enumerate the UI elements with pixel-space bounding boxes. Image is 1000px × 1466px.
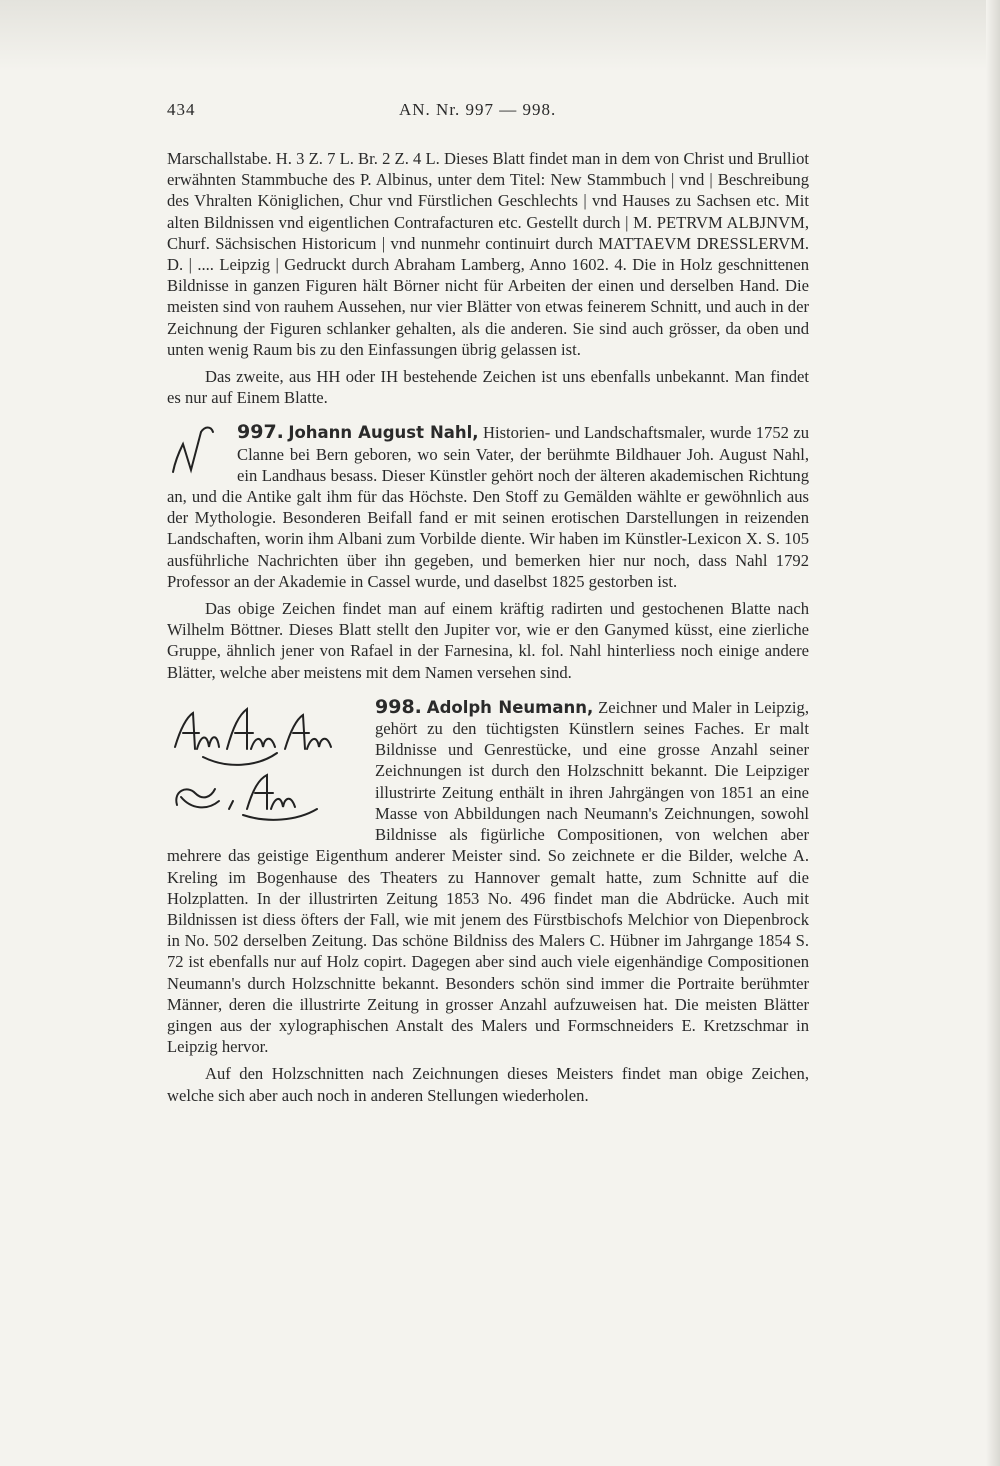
page-edge-right: [986, 0, 1000, 1466]
entry-997-head: [167, 422, 809, 592]
entry-998-text: Zeichner und Maler in Leipzig, gehört zu den tüchtigsten Künstlern seines Faches. Er malt Bildnisse und Genrestücke, und eine grosse Anzahl seiner Zeichnungen ist durch den Holzschnitt bekannt. Die Leipziger illustrirte Zeitung enthält in ihren Jahrgängen von 1851 an eine Masse von Abbildungen nach Neumann's Zeichnungen, sowohl Bildnisse als figürliche Compositionen, von welchen aber mehrere das geistige Eigenthum anderer Meister sind. So zeichnete er die Bilder, welche A. Kreling im Bogenhause des Theaters zu Hannover gemalt hatte, zum Schnitte auf die Holzplatten. In der illustrirten Zeitung 1853 No. 496 findet man die Abdrücke. Auch mit Bildnissen ist diess öfters der Fall, wie mit jenem des Fürstbischofs Melchior von Diepenbrock in No. 502 derselben Zeitung. Das schöne Bildniss des Malers C. Hübner im Jahrgange 1854 S. 72 ist ebenfalls nur auf Holz copirt. Dagegen aber sind auch viele eigenhändige Compositionen Neumann's durch Holzschnitte bekannt. Besonders schön sind immer die Portraite berühmter Männer, deren die illustrirte Zeitung in grosser Anzahl aufzuweisen hat. Die meisten Blätter gingen aus der xylographischen Anstalt des Malers und Formschneiders E. Kretzschmar in Leipzig hervor.: [167, 697, 809, 1057]
entry-997-number: 997.: [237, 421, 284, 444]
page-text-column: [167, 100, 809, 1106]
entry-997-name: Johann August Nahl,: [288, 423, 479, 443]
entry-998-paragraph-2: Auf den Holzschnitten nach Zeichnungen dieses Meisters findet man obige Zeichen, welche sich aber auch noch in anderen Stellungen wiederholen.: [167, 1064, 809, 1105]
page-number: 434: [167, 100, 196, 119]
nahl-monogram-icon: [167, 422, 231, 480]
entry-998-head: [167, 697, 809, 1057]
intro-paragraph-1: Marschallstabe. H. 3 Z. 7 L. Br. 2 Z. 4 L. Dieses Blatt findet man in dem von Christ und Brulliot erwähnten Stammbuche des P. Albinus, unter dem Titel: New Stammbuch | vnd | Beschreibung des Vhralten Königlichen, Chur vnd Fürstlichen Geschlechts | vnd Hauses zu Sachsen etc. Mit alten Bildnissen vnd eigentlichen Contrafacturen etc. Gestellt durch | M. PETRVM ALBJNVM, Churf. Sächsischen Historicum | vnd nunmehr continuirt durch MATTAEVM DRESSLERVM. D. | .... Leipzig | Gedruckt durch Abraham Lamberg, Anno 1602. 4. Die in Holz geschnittenen Bildnisse in ganzen Figuren hält Börner nicht für Arbeiten der einen und derselben Hand. Die meisten sind von rauhem Aussehen, nur vier Blätter von etwas feinerem Schnitt, und auch in der Zeichnung der Figuren schlanker gehalten, als die anderen. Sie sind auch grösser, da oben und unten wenig Raum bis zu den Einfassungen übrig gelassen ist.: [167, 149, 809, 359]
entry-998: [167, 697, 809, 1106]
page-edge-shadow: [0, 0, 1000, 70]
entry-997: [167, 422, 809, 682]
entry-998-number: 998.: [375, 695, 422, 718]
entry-998-name: Adolph Neumann,: [426, 697, 594, 717]
neumann-monograms-icon: [167, 697, 367, 825]
running-title: AN. Nr. 997 — 998.: [399, 100, 557, 119]
entry-997-paragraph-2: Das obige Zeichen findet man auf einem kräftig radirten und gestochenen Blatte nach Wilhelm Böttner. Dieses Blatt stellt den Jupiter vor, wie er den Ganymed küsst, eine zierliche Gruppe, ähnlich jener von Rafael in der Farnesina, kl. fol. Nahl hinterliess noch einige andere Blätter, welche aber meistens mit dem Namen versehen sind.: [167, 599, 809, 682]
entry-997-text: Historien- und Landschaftsmaler, wurde 1752 zu Clanne bei Bern geboren, wo sein Vater, der berühmte Bildhauer Joh. August Nahl, ein Landhaus besass. Dieser Künstler gehört noch der älteren akademischen Richtung an, und die Antike galt ihm für das Höchste. Den Stoff zu Gemälden wählte er gewöhnlich aus der Mythologie. Besonderen Beifall fand er mit seinen erotischen Darstellungen in reizenden Landschaften, worin ihm Albani zum Vorbilde diente. Wir haben im Künstler-Lexicon X. S. 105 ausführliche Nachrichten über ihn gegeben, und bemerken hier nur noch, dass Nahl 1792 Professor an der Akademie in Cassel wurde, und daselbst 1825 gestorben ist.: [167, 423, 809, 591]
intro-paragraph-2: Das zweite, aus HH oder IH bestehende Zeichen ist uns ebenfalls unbekannt. Man findet es nur auf Einem Blatte.: [167, 367, 809, 408]
running-header: [167, 100, 809, 130]
